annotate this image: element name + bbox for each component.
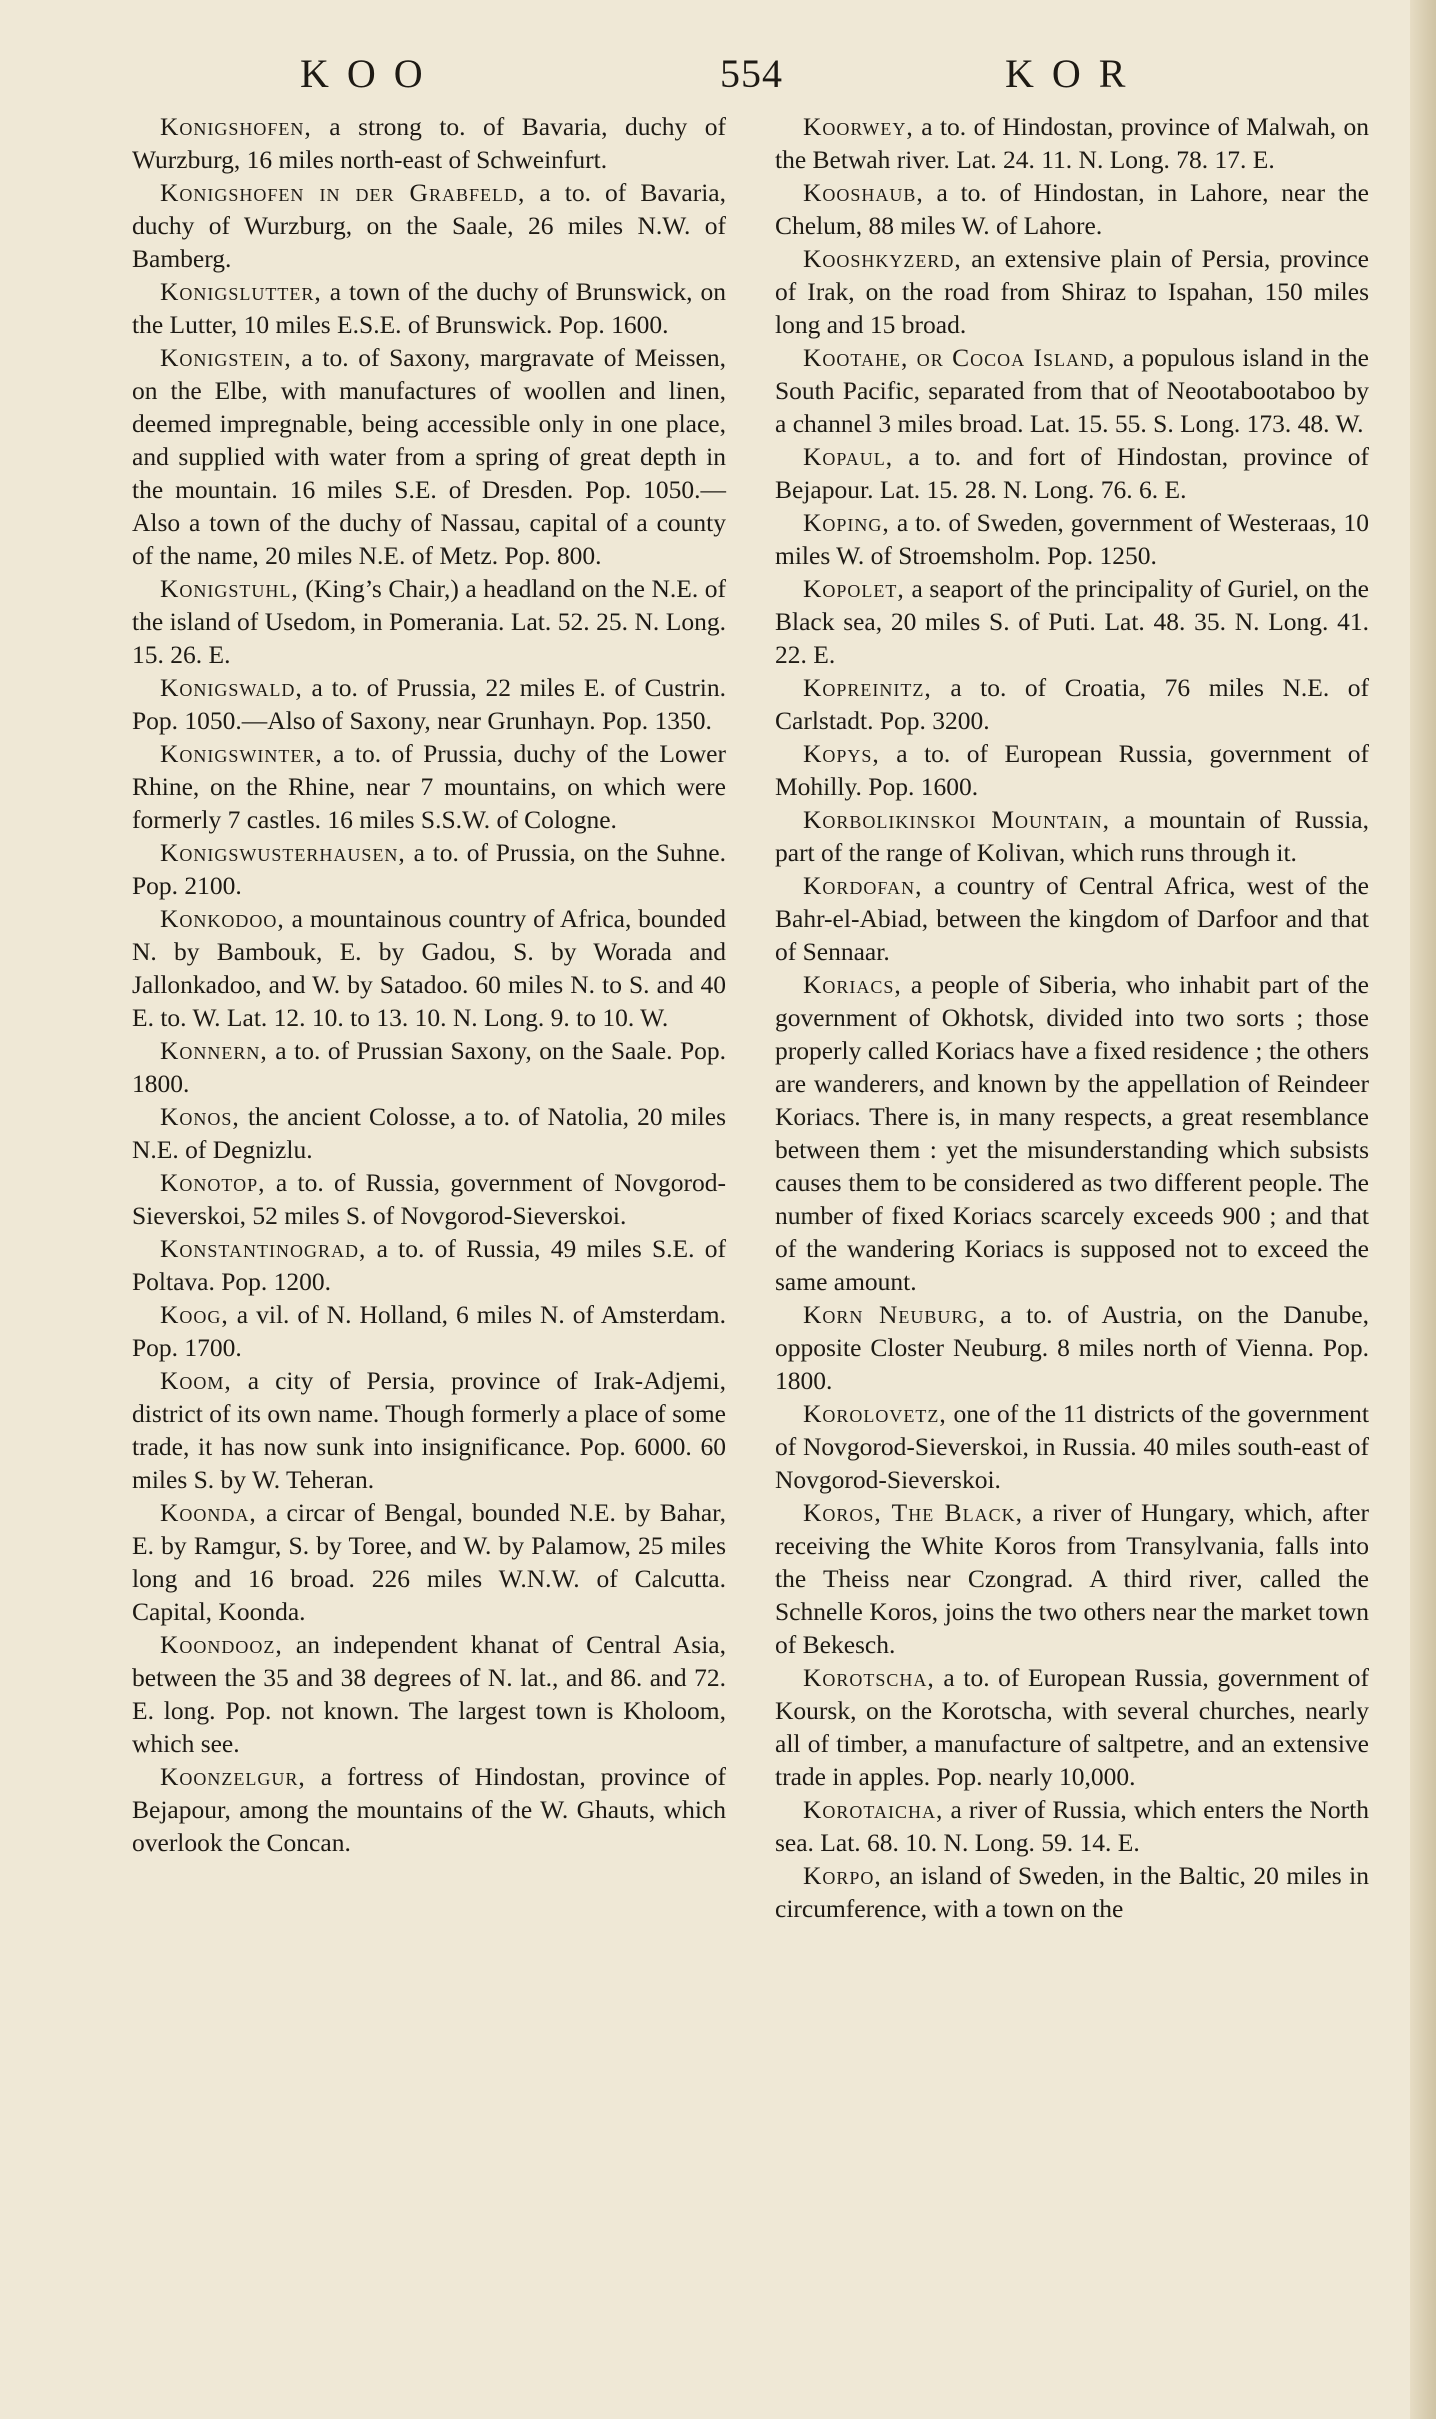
gazetteer-entry — [132, 1628, 726, 1760]
entry-headword: Kootahe, or Cocoa Island, — [803, 343, 1116, 372]
entry-text: a city of Persia, province of Irak-Adjemi, district of its own name. Though formerly a place of some trade, it has now sunk into insignificance. Pop. 6000. 60 miles S. by W. Teheran. — [132, 1366, 726, 1494]
entry-headword: Konkodoo, — [160, 904, 285, 933]
header-right-guide-word: K O R — [1005, 51, 1130, 96]
gazetteer-entry — [132, 1232, 726, 1298]
entry-text: a to. of Croatia, 76 miles N.E. of Carlstadt. Pop. 3200. — [775, 673, 1369, 735]
gazetteer-entry — [775, 110, 1369, 176]
entry-text: a to. of Prussia, duchy of the Lower Rhine, on the Rhine, near 7 mountains, on which were formerly 7 castles. 16 miles S.S.W. of Cologne. — [132, 739, 726, 834]
entry-text: a mountain of Russia, part of the range of Kolivan, which runs through it. — [775, 805, 1369, 867]
gazetteer-entry — [132, 902, 726, 1034]
gazetteer-entry — [775, 968, 1369, 1298]
header-left-guide-word: K O O — [300, 51, 427, 96]
gazetteer-entry — [775, 242, 1369, 341]
entry-headword: Koog, — [160, 1300, 229, 1329]
entry-headword: Kopaul, — [803, 442, 894, 471]
entry-text: a to. of Russia, government of Novgorod-Sieverskoi, 52 miles S. of Novgorod-Sieverskoi. — [132, 1168, 726, 1230]
entry-headword: Koorwey, — [803, 112, 914, 141]
entry-text: a to. of European Russia, government of Koursk, on the Korotscha, with several churches, nearly all of timber, a manufacture of saltpetre, and an extensive trade in apples. Pop. nearly 10,000. — [775, 1663, 1369, 1791]
entry-headword: Kooshaub, — [803, 178, 924, 207]
gazetteer-entry — [775, 572, 1369, 671]
entry-text: an extensive plain of Persia, province of Irak, on the road from Shiraz to Ispahan, 150 miles long and 15 broad. — [775, 244, 1369, 339]
gazetteer-entry — [132, 572, 726, 671]
entry-headword: Koom, — [160, 1366, 232, 1395]
entry-headword: Koonzelgur, — [160, 1762, 306, 1791]
gazetteer-entry — [775, 1793, 1369, 1859]
entry-text: a to. of Hindostan, province of Malwah, on the Betwah river. Lat. 24. 11. N. Long. 78. 17. E. — [775, 112, 1369, 174]
entry-text: a vil. of N. Holland, 6 miles N. of Amsterdam. Pop. 1700. — [132, 1300, 726, 1362]
entry-text: a to. of Russia, 49 miles S.E. of Poltava. Pop. 1200. — [132, 1234, 726, 1296]
entry-headword: Konos, — [160, 1102, 240, 1131]
gazetteer-entry — [132, 1760, 726, 1859]
entry-text: a seaport of the principality of Guriel, on the Black sea, 20 miles S. of Puti. Lat. 48. 35. N. Long. 41. 22. E. — [775, 574, 1369, 669]
entry-text: a to. of Austria, on the Danube, opposite Closter Neuburg. 8 miles north of Vienna. Pop. 1800. — [775, 1300, 1369, 1395]
entry-text: a people of Siberia, who inhabit part of the government of Okhotsk, divided into two sorts ; those properly called Koriacs have a fixed residence ; the others are wanderers, and known by the appellation of Reindeer Koriacs. There is, in many respects, a great resemblance between them : yet the misunderstanding which subsists causes them to be considered as two different people. The number of fixed Koriacs scarcely exceeds 900 ; and that of the wandering Koriacs is supposed not to exceed the same amount. — [775, 970, 1369, 1296]
entry-headword: Kopolet, — [803, 574, 905, 603]
entry-text: a to. of Hindostan, in Lahore, near the Chelum, 88 miles W. of Lahore. — [775, 178, 1369, 240]
entry-text: a circar of Bengal, bounded N.E. by Bahar, E. by Ramgur, S. by Toree, and W. by Palamow, 25 miles long and 16 broad. 226 miles W.N.W. of Calcutta. Capital, Koonda. — [132, 1498, 726, 1626]
entry-text: a river of Hungary, which, after receiving the White Koros from Transylvania, falls into the Theiss near Czongrad. A third river, called the Schnelle Koros, joins the two others near the market town of Bekesch. — [775, 1498, 1369, 1659]
entry-headword: Konigshofen, — [160, 112, 312, 141]
entry-text: a fortress of Hindostan, province of Bejapour, among the mountains of the W. Ghauts, which overlook the Concan. — [132, 1762, 726, 1857]
entry-text: a to. of Bavaria, duchy of Wurzburg, on the Saale, 26 miles N.W. of Bamberg. — [132, 178, 727, 273]
entry-text: a to. of Sweden, government of Westeraas, 10 miles W. of Stroemsholm. Pop. 1250. — [775, 508, 1369, 570]
entry-headword: Konstantinograd, — [160, 1234, 367, 1263]
entry-headword: Konigswald, — [160, 673, 303, 702]
gazetteer-entry — [775, 869, 1369, 968]
entry-headword: Konotop, — [160, 1168, 266, 1197]
entry-text: a mountainous country of Africa, bounded N. by Bambouk, E. by Gadou, S. by Worada and Jallonkadoo, and W. by Satadoo. 60 miles N. to S. and 40 E. to. W. Lat. 12. 10. to 13. 10. N. Long. 9. to 10. W. — [132, 904, 726, 1032]
gazetteer-entry — [132, 275, 726, 341]
entry-headword: Korotscha, — [803, 1663, 935, 1692]
entry-headword: Kordofan, — [803, 871, 923, 900]
entry-text: an island of Sweden, in the Baltic, 20 miles in circumference, with a town on the — [775, 1861, 1369, 1923]
entry-text: a to. of Saxony, margravate of Meissen, on the Elbe, with manufactures of woollen and linen, deemed impregnable, being accessible only in one place, and supplied with water from a spring of great depth in the mountain. 16 miles S.E. of Dresden. Pop. 1050.—Also a town of the duchy of Nassau, capital of a county of the name, 20 miles N.E. of Metz. Pop. 800. — [132, 343, 726, 570]
entry-headword: Korbolikinskoi Mountain, — [803, 805, 1110, 834]
entry-text: a to. of Prussia, 22 miles E. of Custrin. Pop. 1050.—Also of Saxony, near Grunhayn. Pop. 1350. — [132, 673, 726, 735]
gazetteer-entry — [775, 737, 1369, 803]
entry-text: a town of the duchy of Brunswick, on the Lutter, 10 miles E.S.E. of Brunswick. Pop. 1600. — [132, 277, 726, 339]
entry-headword: Koondooz, — [160, 1630, 283, 1659]
gazetteer-entry — [132, 1034, 726, 1100]
gazetteer-entry — [775, 803, 1369, 869]
entry-headword: Koonda, — [160, 1498, 257, 1527]
entry-text: an independent khanat of Central Asia, between the 35 and 38 degrees of N. lat., and 86. and 72. E. long. Pop. not known. The largest town is Kholoom, which see. — [132, 1630, 726, 1758]
entry-text: one of the 11 districts of the government of Novgorod-Sieverskoi, in Russia. 40 miles south-east of Novgorod-Sieverskoi. — [775, 1399, 1369, 1494]
entry-headword: Kopreinitz, — [803, 673, 932, 702]
gazetteer-entry — [775, 506, 1369, 572]
entry-text: the ancient Colosse, a to. of Natolia, 20 miles N.E. of Degnizlu. — [132, 1102, 726, 1164]
entry-headword: Koping, — [803, 508, 890, 537]
gazetteer-entry — [132, 1100, 726, 1166]
right-column — [775, 110, 1369, 1925]
gazetteer-entry — [132, 341, 726, 572]
gazetteer-entry — [775, 1661, 1369, 1793]
gazetteer-entry — [775, 1298, 1369, 1397]
gazetteer-entry — [132, 110, 726, 176]
gazetteer-entry — [775, 440, 1369, 506]
page-edge — [1410, 0, 1436, 2419]
entry-headword: Konigswusterhausen, — [160, 838, 406, 867]
entry-text: a strong to. of Bavaria, duchy of Wurzburg, 16 miles north-east of Schweinfurt. — [132, 112, 726, 174]
page-number: 554 — [720, 51, 783, 96]
entry-headword: Kopys, — [803, 739, 880, 768]
entry-headword: Koros, The Black, — [803, 1498, 1023, 1527]
gazetteer-entry — [132, 176, 726, 275]
gazetteer-entry — [132, 737, 726, 836]
entry-headword: Konigstein, — [160, 343, 292, 372]
gazetteer-entry — [775, 176, 1369, 242]
entry-headword: Korolovetz, — [803, 1399, 947, 1428]
entry-headword: Koriacs, — [803, 970, 902, 999]
gazetteer-entry — [775, 671, 1369, 737]
entry-headword: Korpo, — [803, 1861, 882, 1890]
entry-text: a to. of Prussian Saxony, on the Saale. Pop. 1800. — [132, 1036, 726, 1098]
entry-headword: Konigswinter, — [160, 739, 323, 768]
entry-headword: Konnern, — [160, 1036, 268, 1065]
entry-headword: Korn Neuburg, — [803, 1300, 986, 1329]
gazetteer-entry — [775, 1397, 1369, 1496]
entry-text: a to. and fort of Hindostan, province of Bejapour. Lat. 15. 28. N. Long. 76. 6. E. — [775, 442, 1369, 504]
gazetteer-entry — [132, 1364, 726, 1496]
entry-text: (King’s Chair,) a headland on the N.E. of the island of Usedom, in Pomerania. Lat. 52. 25. N. Long. 15. 26. E. — [132, 574, 726, 669]
entry-text: a to. of Prussia, on the Suhne. Pop. 2100. — [132, 838, 726, 900]
entry-headword: Korotaicha, — [803, 1795, 944, 1824]
entry-headword: Konigslutter, — [160, 277, 322, 306]
entry-headword: Kooshkyzerd, — [803, 244, 962, 273]
gazetteer-entry — [775, 1859, 1369, 1925]
gazetteer-entry — [775, 1496, 1369, 1661]
entry-headword: Konigstuhl, — [160, 574, 299, 603]
entry-text: a river of Russia, which enters the North sea. Lat. 68. 10. N. Long. 59. 14. E. — [775, 1795, 1369, 1857]
running-header — [300, 50, 1220, 114]
gazetteer-entry — [775, 341, 1369, 440]
entry-text: a to. of European Russia, government of Mohilly. Pop. 1600. — [775, 739, 1369, 801]
left-column — [132, 110, 726, 1859]
entry-headword: Konigshofen in der Grabfeld, — [160, 178, 526, 207]
gazetteer-entry — [132, 1496, 726, 1628]
gazetteer-entry — [132, 1166, 726, 1232]
gazetteer-entry — [132, 1298, 726, 1364]
gazetteer-entry — [132, 836, 726, 902]
entry-text: a populous island in the South Pacific, separated from that of Neootabootaboo by a channel 3 miles broad. Lat. 15. 55. S. Long. 173. 48. W. — [775, 343, 1369, 438]
entry-text: a country of Central Africa, west of the Bahr-el-Abiad, between the kingdom of Darfoor and that of Sennaar. — [775, 871, 1369, 966]
gazetteer-entry — [132, 671, 726, 737]
